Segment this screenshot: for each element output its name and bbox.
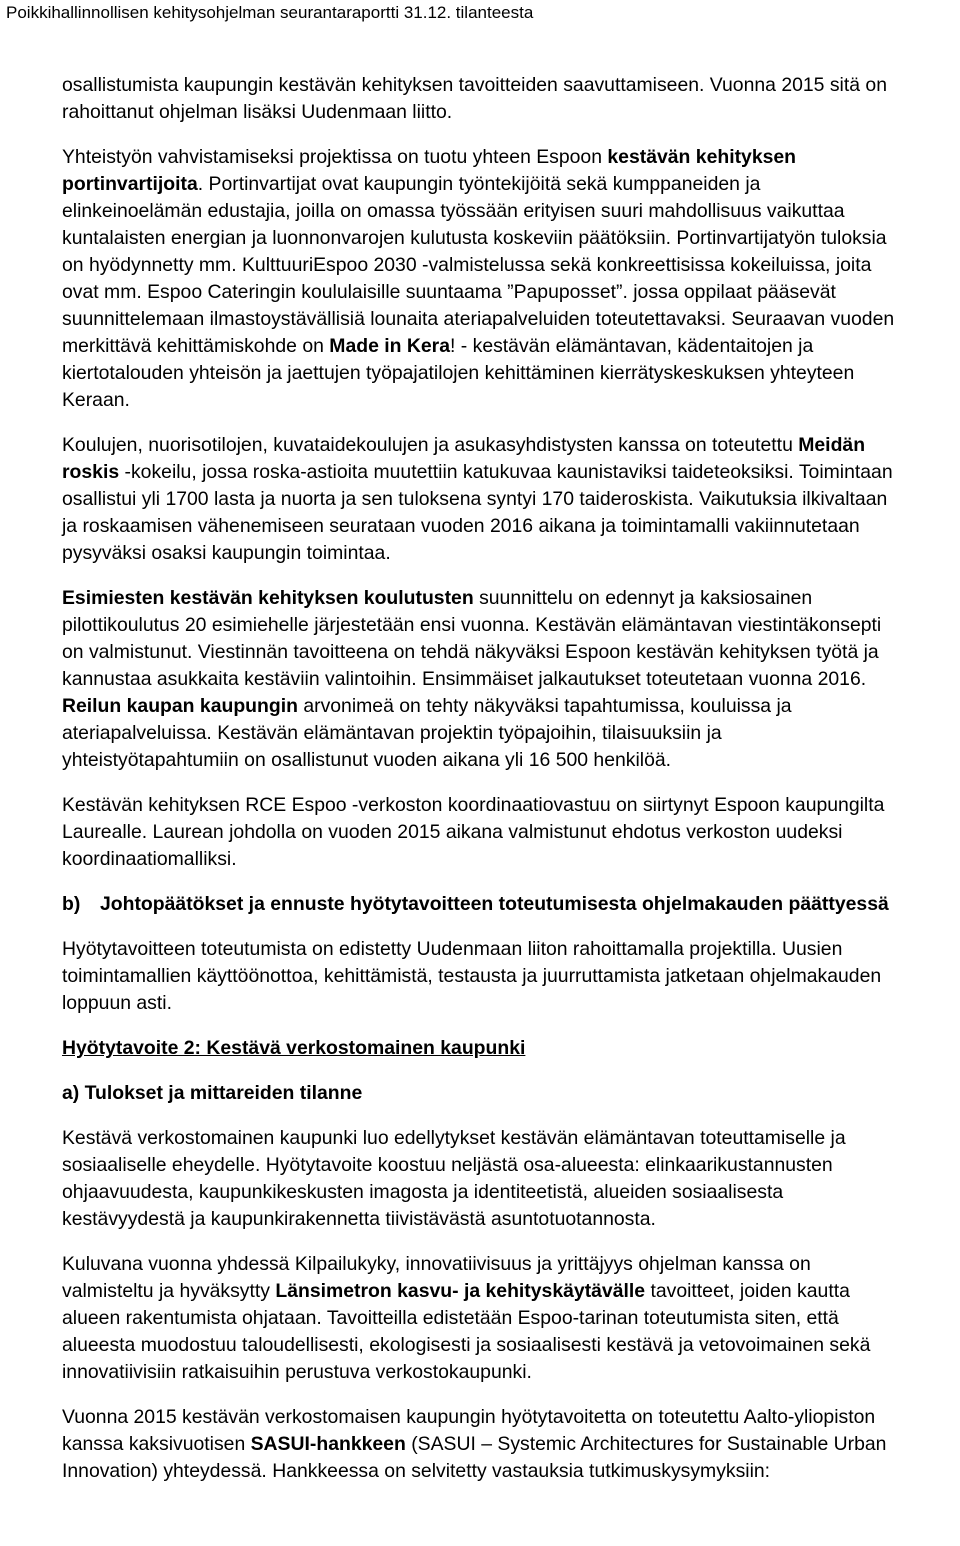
paragraph-meidan-roskis [62,432,898,567]
paragraph-text: Koulujen, nuorisotilojen, kuvataidekoulujen ja asukasyhdistysten kanssa on toteutettu [62,434,799,456]
paragraph-lansimetro [62,1251,898,1386]
paragraph-text: tavoitteet, joiden kautta alueen rakentumista ohjataan. Tavoitteilla edistetään Espoo-tarinan toteutumista siten, että alueesta muodostuu taloudellisesti, ekologisesti ja sosiaalisesti kestävä ja vetovoimainen sekä innovatiivisiin ratkaisuihin perustuva verkostokaupunki. [62,1280,871,1383]
document-body [0,72,898,1485]
bold-term: kestävän kehityksen portinvartijoita [62,146,797,195]
paragraph-text: Kestävän kehityksen RCE Espoo -verkoston koordinaatiovastuu on siirtynyt Espoon kaupungilta Laurealle. Laurean johdolla on vuoden 2015 aikana valmistunut ehdotus verkoston uudeksi koordinaatiomalliksi. [62,794,885,870]
section-heading-conclusions [62,891,898,918]
section-heading-results: a) Tulokset ja mittareiden tilanne [62,1082,363,1104]
bold-term: SASUI-hankkeen [250,1433,406,1455]
paragraph-gatekeepers [62,144,898,414]
bold-term: Reilun kaupan kaupungin [62,695,298,717]
report-title: Poikkihallinnollisen kehitysohjelman seurantaraportti 31.12. tilanteesta [6,3,534,22]
page-header [0,0,960,34]
bold-term: Länsimetron kasvu- ja kehityskäytävälle [275,1280,646,1302]
paragraph-text: -kokeilu, jossa roska-astioita muutettiin katukuvaa kaunistaviksi taideteoksiksi. Toimintaan osallistui yli 1700 lasta ja nuorta ja sen tuloksena syntyi 170 taideroskista. Vaikutuksia ilkivaltaan ja roskaamisen vähenemiseen seurataan vuoden 2016 aikana ja toimintamalli vakiinnutetaan pysyväksi osaksi kaupungin toimintaa. [62,461,893,564]
paragraph-funding [62,72,898,126]
paragraph-text: . Portinvartijat ovat kaupungin työntekijöitä sekä kumppaneiden ja elinkeinoelämän edustajia, joilla on omassa työssään erityisen suuri mahdollisuus vaikuttaa kuntalaisten energian ja luonnonvarojen kulutusta koskeviin päätöksiin. Portinvartijatyön tuloksia on hyödynnetty mm. KulttuuriEspoo 2030 -valmistelussa sekä konkreettisissa kokeiluissa, joita ovat mm. Espoo Cateringin koululaisille suuntaama ”Papuposset”. jossa oppilaat pääsevät suunnittelemaan ilmastoystävällisiä lounaita ateriapalveluiden toteutettavaksi. Seuraavan vuoden merkittävä kehittämiskohde on [62,173,895,357]
paragraph-sasui [62,1404,898,1485]
paragraph-text: Hyötytavoitteen toteutumista on edistetty Uudenmaan liiton rahoittamalla projektilla. Uusien toimintamallien käyttöönottoa, kehittämistä, testausta ja juurruttamista jatketaan ohjelmakauden loppuun asti. [62,938,882,1014]
bold-term: Meidän roskis [62,434,866,483]
paragraph-text: suunnittelu on edennyt ja kaksiosainen pilottikoulutus 20 esimiehelle järjestetään ensi vuonna. Kestävän elämäntavan viestintäkonsepti on valmistunut. Viestinnän tavoitteena on tehdä näkyväksi Espoon kestävän kehityksen työtä ja kannustaa asukkaita kestäviin valintoihin. Ensimmäiset jalkautukset toteutetaan vuonna 2016. [62,587,882,690]
paragraph-text: Kestävä verkostomainen kaupunki luo edellytykset kestävän elämäntavan toteuttamiselle ja sosiaaliselle eheydelle. Hyötytavoite koostuu neljästä osa-alueesta: elinkaarikustannusten ohjaavuudesta, kaupunkikeskusten imagosta ja identiteetistä, alueiden sosiaalisesta kestävyydestä ja kaupunkirakennetta tiivistävästä asuntotuotannosta. [62,1127,846,1230]
paragraph-text: osallistumista kaupungin kestävän kehityksen tavoitteiden saavuttamiseen. Vuonna 2015 sitä on rahoittanut ohjelman lisäksi Uudenmaan liitto. [62,74,887,123]
paragraph-text: ! - kestävän elämäntavan, kädentaitojen ja kiertotalouden yhteisön ja jaettujen työpajatilojen kehittäminen kierrätyskeskuksen yhteyteen Keraan. [62,335,855,411]
paragraph-text: Kuluvana vuonna yhdessä Kilpailukyky, innovatiivisuus ja yrittäjyys ohjelman kanssa on valmisteltu ja hyväksytty [62,1253,811,1302]
heading-text: Johtopäätökset ja ennuste hyötytavoitteen toteutumisesta ohjelmakauden päättyessä [100,893,889,915]
paragraph-rce-espoo [62,792,898,873]
paragraph-network-city [62,1125,898,1233]
paragraph-forecast [62,936,898,1017]
benefit-goal-heading: Hyötytavoite 2: Kestävä verkostomainen kaupunki [62,1037,526,1059]
paragraph-training [62,585,898,774]
paragraph-text: Yhteistyön vahvistamiseksi projektissa on tuotu yhteen Espoon [62,146,608,168]
paragraph-text: (SASUI – Systemic Architectures for Sustainable Urban Innovation) yhteydessä. Hankkeessa on selvitetty vastauksia tutkimuskysymyksiin: [62,1433,887,1482]
bold-term: Esimiesten kestävän kehityksen koulutusten [62,587,474,609]
heading-label: b) [62,893,81,915]
bold-term: Made in Kera [329,335,450,357]
paragraph-text: arvonimeä on tehty näkyväksi tapahtumissa, kouluissa ja ateriapalveluissa. Kestävän elämäntavan projektin työpajoihin, tilaisuuksiin ja yhteistyötapahtumiin on osallistunut vuoden aikana yli 16 500 henkilöä. [62,695,792,771]
paragraph-text: Vuonna 2015 kestävän verkostomaisen kaupungin hyötytavoitetta on toteutettu Aalto-yliopiston kanssa kaksivuotisen [62,1406,876,1455]
